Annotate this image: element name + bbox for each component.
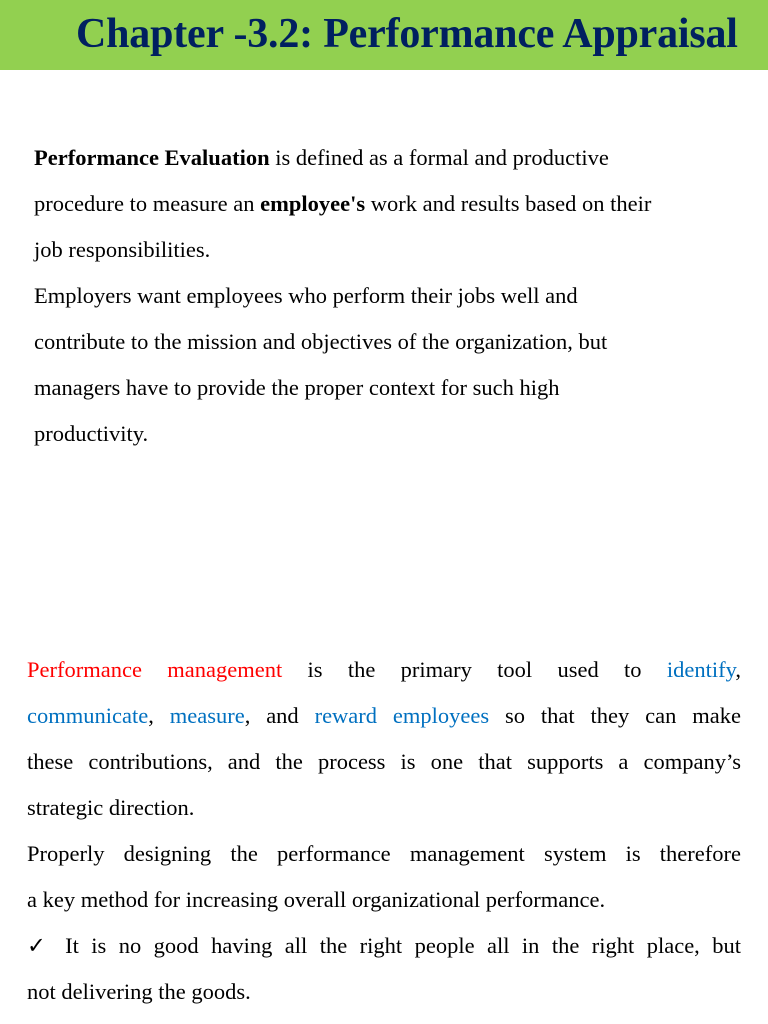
term-performance-evaluation: Performance Evaluation bbox=[34, 145, 270, 170]
designing-paragraph bbox=[27, 831, 741, 923]
text-line bbox=[27, 693, 741, 739]
term-employees: employee's bbox=[260, 191, 366, 216]
text-line: not delivering the goods. bbox=[27, 979, 251, 1004]
text-segment: is defined as a formal and productive bbox=[269, 145, 609, 170]
text-segment: job responsibilities. bbox=[34, 237, 211, 262]
text-line bbox=[27, 923, 741, 969]
text-segment: is the primary tool used to bbox=[282, 657, 667, 682]
header-bar bbox=[0, 0, 768, 70]
text-line: a key method for increasing overall organizational performance. bbox=[27, 887, 606, 912]
text-line: contribute to the mission and objectives of the organization, but bbox=[34, 329, 608, 354]
evaluation-section bbox=[34, 135, 746, 457]
term-communicate: communicate bbox=[27, 703, 149, 728]
text-segment: work and results based on their bbox=[365, 191, 652, 216]
page-title: Chapter -3.2: Performance Appraisal bbox=[76, 11, 738, 57]
term-measure: measure bbox=[169, 703, 245, 728]
text-segment: procedure to measure an bbox=[34, 191, 261, 216]
text-line: managers have to provide the proper context for such high bbox=[34, 375, 560, 400]
employers-paragraph bbox=[34, 273, 746, 457]
text-segment: It is no good having all the right people all in the right place, but bbox=[52, 933, 741, 958]
text-line: Properly designing the performance management system is therefore bbox=[27, 841, 741, 866]
term-identify: identify bbox=[666, 657, 736, 682]
text-segment: , bbox=[735, 657, 741, 682]
checkmark-icon: ✓ bbox=[27, 933, 53, 958]
text-segment: so that they can make bbox=[489, 703, 741, 728]
text-line: strategic direction. bbox=[27, 795, 195, 820]
management-paragraph bbox=[27, 647, 741, 831]
text-line: these contributions, and the process is one that supports a company’s bbox=[27, 749, 741, 774]
term-reward-employees: reward employees bbox=[314, 703, 490, 728]
management-section bbox=[27, 647, 741, 1015]
text-line: productivity. bbox=[34, 421, 149, 446]
evaluation-definition-paragraph bbox=[34, 135, 746, 273]
bullet-paragraph bbox=[27, 923, 741, 1015]
term-performance-management: Performance management bbox=[27, 657, 283, 682]
text-segment: , and bbox=[244, 703, 315, 728]
text-segment: , bbox=[148, 703, 170, 728]
text-line: Employers want employees who perform their jobs well and bbox=[34, 283, 578, 308]
text-line bbox=[27, 647, 741, 693]
